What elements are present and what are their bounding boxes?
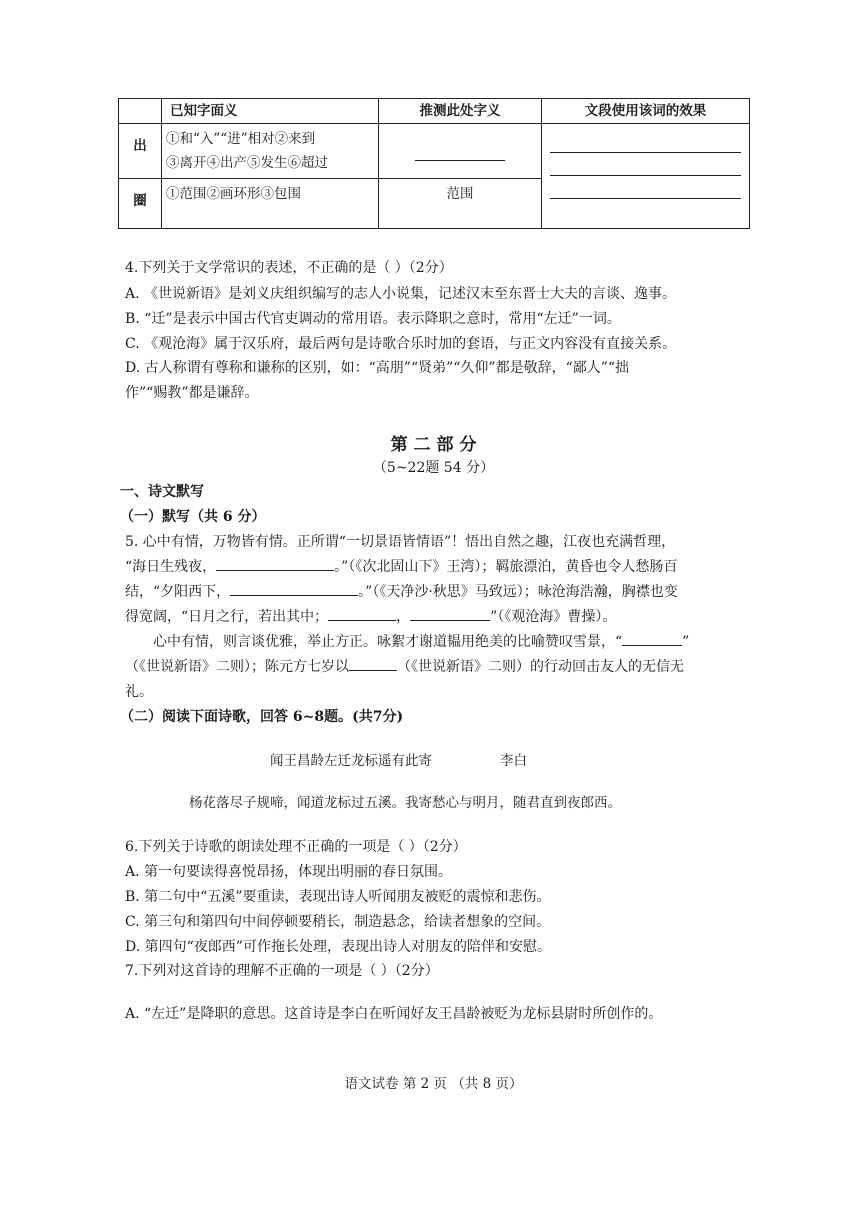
q5-line-4: 得宽阔，“日月之行，若出其中； ， ”（《观沧海》曹操）。 [125, 606, 616, 626]
poem-text: 杨花落尽子规啼，闻道龙标过五溪。我寄愁心与明月，随君直到夜郎西。 [189, 795, 621, 811]
poem-author: 李白 [500, 753, 527, 769]
q6-option-a: A. 第一句要读得喜悦昂扬，体现出明丽的春日氛围。 [125, 864, 453, 880]
fill-blank[interactable] [216, 556, 334, 571]
page-footer: 语文试卷 第 2 页 （共 8 页） [344, 1076, 523, 1092]
fill-blank[interactable] [328, 606, 396, 621]
q4-option-d: D. 古人称谓有尊称和谦称的区别，如：“高朋”“贤弟”“久仰”都是敬辞，“鄙人”“拙 [125, 360, 630, 376]
table-header-char [119, 99, 162, 124]
meaning-line: ③离开④出产⑤发生⑥超过 [166, 155, 328, 171]
q4-option-d-cont: 作”“赐教”都是谦辞。 [125, 385, 259, 401]
section-title: 一、诗文默写 [120, 484, 204, 500]
table-header-row [119, 99, 750, 124]
table-cell-meanings [162, 179, 379, 229]
subsection-title: （二）阅读下面诗歌，回答 6~8题。(共7分) [120, 709, 404, 725]
q5-line-3: 结，“夕阳西下， 。”（《天净沙·秋思》马致远）；咏沧海浩瀚，胸襟也变 [125, 581, 678, 601]
effect-answer-cell[interactable] [542, 124, 750, 229]
vocab-table [118, 98, 750, 229]
q7-option-a: A. “左迁”是降职的意思。这首诗是李白在听闻好友王昌龄被贬为龙标县尉时所创作的。 [125, 1006, 663, 1022]
poem-title: 闻王昌龄左迁龙标遥有此寄 [270, 753, 432, 769]
answer-line [550, 153, 741, 176]
q4-option-a: A. 《世说新语》是刘义庆组织编写的志人小说集，记述汉末至东晋士大夫的言谈、逸事。 [125, 286, 677, 302]
table-header-literal: 已知字面义 [162, 99, 379, 124]
table-cell-guess: 范围 [379, 179, 542, 229]
q5-line-5: 心中有情，则言谈优雅，举止方正。咏絮才谢道韫用绝美的比喻赞叹雪景，“ ” [153, 631, 689, 651]
fill-blank[interactable] [410, 606, 490, 621]
answer-line [550, 176, 741, 199]
q5-line-6: （《世说新语》二则）；陈元方七岁以 （《世说新语》二则）的行动回击友人的无信无 [125, 656, 684, 676]
fill-blank[interactable] [230, 581, 358, 596]
guess-answer-blank[interactable] [379, 124, 542, 179]
table-header-effect: 文段使用该词的效果 [542, 99, 750, 124]
q5-line-1: 5. 心中有情，万物皆有情。正所谓“一切景语皆情语”！悟出自然之趣，江夜也充满哲理， [125, 534, 676, 550]
q6-option-c: C. 第三句和第四句中间停顿要稍长，制造悬念，给读者想象的空间。 [125, 914, 551, 930]
q6-option-d: D. 第四句“夜郎西”可作拖长处理，表现出诗人对朋友的陪伴和安慰。 [125, 939, 551, 955]
fill-blank[interactable] [349, 656, 397, 671]
q4-option-b: B. “迁”是表示中国古代官吏调动的常用语。表示降职之意时，常用“左迁”一词。 [125, 311, 621, 327]
table-cell-char: 圈 [119, 179, 162, 229]
q4-stem: 4.下列关于文学常识的表述，不正确的是（ ）（2分） [125, 260, 453, 276]
subsection-title: （一）默写（共 6 分） [120, 509, 266, 525]
table-cell-char: 出 [119, 124, 162, 179]
answer-line [415, 159, 505, 161]
q6-stem: 6.下列关于诗歌的朗读处理不正确的一项是（ ）（2分） [125, 839, 467, 855]
answer-line [550, 130, 741, 153]
q5-line-2: “海日生残夜， 。”（《次北固山下》王湾）；羁旅漂泊，黄昏也令人愁肠百 [125, 556, 677, 576]
fill-blank[interactable] [622, 631, 682, 646]
table-row [119, 124, 750, 179]
meaning-line: ①和“入”“进”相对②来到 [166, 131, 316, 147]
part-subtitle: （5~22题 54 分） [372, 460, 495, 476]
q4-option-c: C. 《观沧海》属于汉乐府，最后两句是诗歌合乐时加的套语，与正文内容没有直接关系。 [125, 336, 677, 352]
table-header-guess: 推测此处字义 [379, 99, 542, 124]
q5-line-7: 礼。 [125, 684, 153, 700]
meaning-line: ①范围②画环形③包围 [166, 186, 301, 202]
table-cell-meanings [162, 124, 379, 179]
part-title: 第 二 部 分 [390, 435, 477, 455]
q7-stem: 7.下列对这首诗的理解不正确的一项是（ ）（2分） [125, 963, 439, 979]
q6-option-b: B. 第二句中“五溪”要重读，表现出诗人听闻朋友被贬的震惊和悲伤。 [125, 889, 551, 905]
